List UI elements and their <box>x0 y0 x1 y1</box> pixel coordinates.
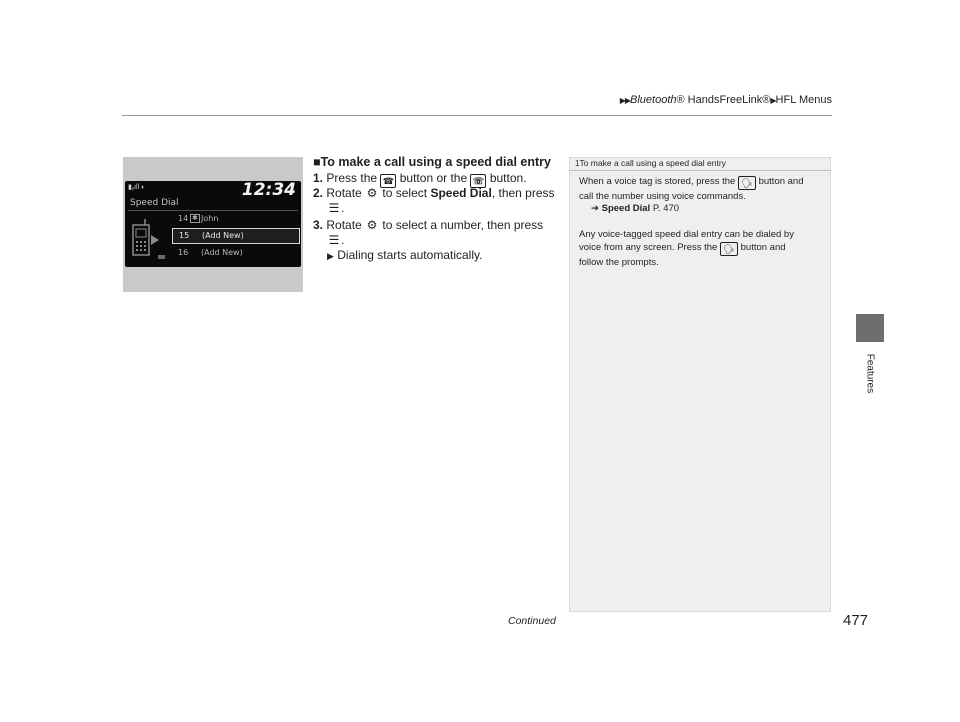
page-number: 477 <box>843 612 869 629</box>
section-heading-text: To make a call using a speed dial entry <box>320 155 551 169</box>
step-text: to select <box>382 186 428 200</box>
step-text: to select a number, then press <box>382 218 544 232</box>
step-text: Press the <box>326 171 378 185</box>
note-text: button and <box>758 176 804 187</box>
breadcrumb-arrow-icon: ▶▶ <box>619 96 631 105</box>
talk-button-icon: 🗣 <box>738 176 756 190</box>
reference-label[interactable]: Speed Dial <box>601 203 651 214</box>
speed-dial-name: John <box>201 214 219 223</box>
phone-book-icon <box>131 217 161 259</box>
chapter-tab <box>856 314 884 342</box>
note-text: button and <box>740 242 786 253</box>
note-paragraph-1 <box>579 175 824 203</box>
note-text: call the number using voice commands. <box>579 191 746 202</box>
step-2-cont: ☰ . <box>328 201 345 215</box>
speed-dial-row <box>172 212 298 226</box>
note-marker-icon: 1 <box>575 159 580 168</box>
step-text: , then press <box>491 186 555 200</box>
speed-dial-row <box>172 246 298 260</box>
talk-button-icon: 🗣 <box>720 242 738 256</box>
step-2 <box>313 186 555 200</box>
press-knob-icon: ☰ <box>328 233 340 247</box>
step-number: 2. <box>313 186 324 200</box>
registered-mark-2: ® <box>762 94 771 106</box>
note-title-text: To make a call using a speed dial entry <box>579 158 726 168</box>
screen-title: Speed Dial <box>130 198 179 208</box>
note-text: voice from any screen. Press the <box>579 242 718 253</box>
heading-square-icon: ■ <box>313 155 321 169</box>
selector-knob-icon: ⚙ <box>366 186 378 200</box>
result-arrow-icon: ▶ <box>327 251 334 261</box>
note-divider <box>569 170 831 171</box>
step-text: Rotate <box>326 218 362 232</box>
chapter-label: Features <box>864 353 876 394</box>
voice-tag-icon: ✱ <box>192 214 198 222</box>
breadcrumb <box>620 94 832 106</box>
selector-knob-icon: ⚙ <box>366 218 378 232</box>
speed-dial-name: (Add New) <box>201 248 243 257</box>
breadcrumb-arrow-icon-2: ▶ <box>770 96 776 105</box>
note-text: Any voice-tagged speed dial entry can be dialed by <box>579 229 794 240</box>
registered-mark: ® <box>676 94 685 106</box>
phone-button-icon: ☎ <box>380 174 396 188</box>
breadcrumb-handsfreelink: HandsFreeLink <box>684 94 763 106</box>
step-text: button or the <box>399 171 468 185</box>
note-title <box>575 158 726 168</box>
step-text: Rotate <box>326 186 362 200</box>
scroll-indicator <box>158 255 165 259</box>
speed-dial-number: 14 <box>178 214 189 223</box>
section-heading <box>313 155 551 169</box>
signal-status-icon: ▮ᵧıll ◐ <box>128 184 146 191</box>
step-number: 3. <box>313 218 324 232</box>
speed-dial-name: (Add New) <box>202 231 244 240</box>
breadcrumb-hfl-menus: HFL Menus <box>775 94 832 106</box>
speed-dial-row-selected <box>172 228 300 244</box>
step-text: button. <box>489 171 527 185</box>
speed-dial-number: 16 <box>178 248 189 257</box>
step-3 <box>313 218 543 232</box>
note-reference[interactable] <box>591 202 836 215</box>
display-screen <box>125 181 301 267</box>
pick-up-button-icon: ☏ <box>470 174 486 188</box>
step-number: 1. <box>313 171 324 185</box>
step-result <box>327 248 482 263</box>
clock: 12:34 <box>241 181 296 200</box>
header-divider <box>122 115 832 116</box>
side-note-box <box>569 157 831 612</box>
result-text: Dialing starts automatically. <box>337 248 483 262</box>
continued-label: Continued <box>508 615 556 627</box>
speed-dial-number: 15 <box>179 231 190 240</box>
menu-item-name: Speed Dial <box>430 186 492 200</box>
note-paragraph-2 <box>579 228 824 269</box>
step-3-cont: ☰ . <box>328 233 345 247</box>
note-text: follow the prompts. <box>579 257 659 268</box>
breadcrumb-bluetooth: Bluetooth <box>630 94 677 106</box>
press-knob-icon: ☰ <box>328 201 340 215</box>
screen-divider <box>128 210 298 211</box>
reference-arrow-icon: ➔ <box>591 203 599 214</box>
note-text: When a voice tag is stored, press the <box>579 176 736 187</box>
reference-page[interactable]: P. 470 <box>652 203 680 214</box>
